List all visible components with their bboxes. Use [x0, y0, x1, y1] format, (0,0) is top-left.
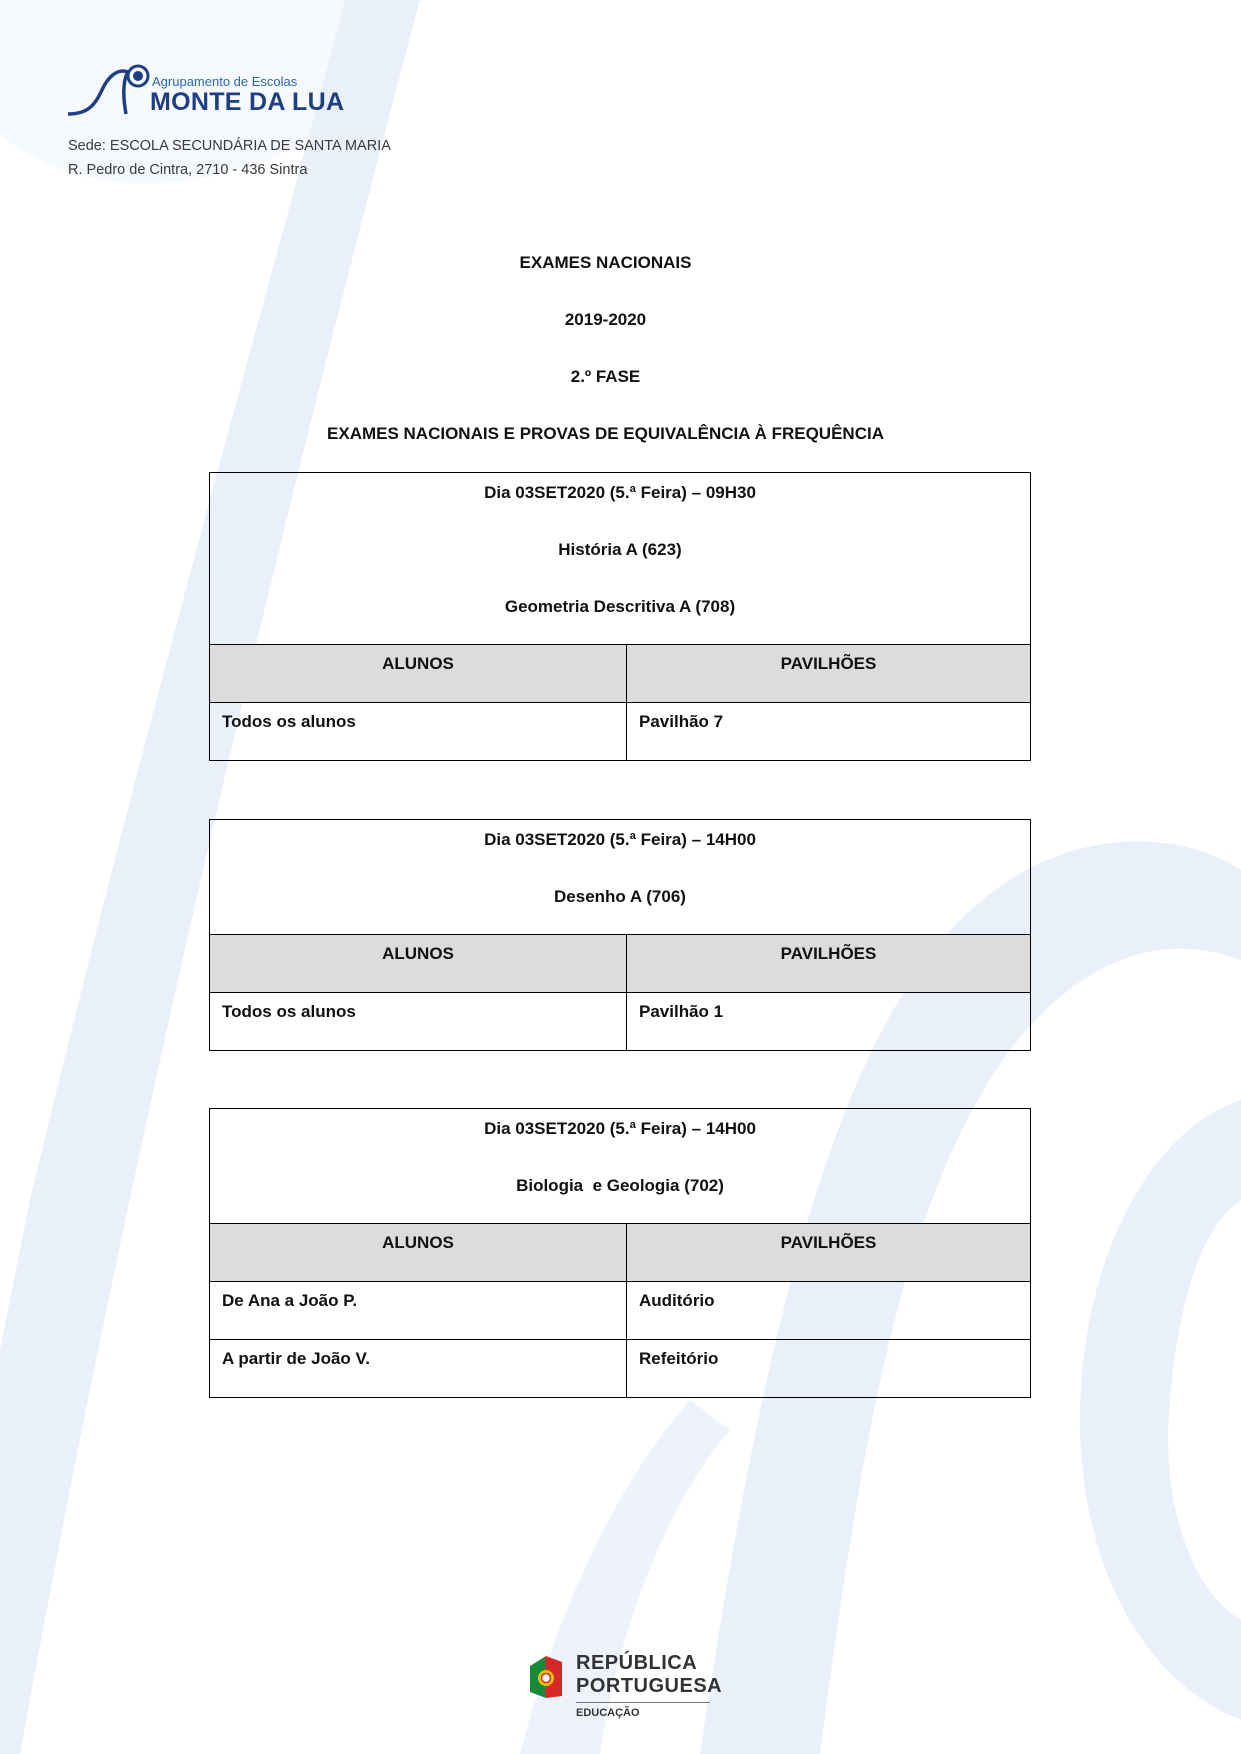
doc-phase: 2.º FASE [570, 367, 641, 386]
column-header-pavilions: PAVILHÕES [780, 944, 877, 963]
pavilion-cell: Refeitório [639, 1349, 719, 1368]
students-cell: Todos os alunos [222, 1002, 356, 1021]
exam-table-3 [209, 1108, 1031, 1398]
footer-line-1: REPÚBLICA [576, 1652, 698, 1674]
exam-subject: História A (623) [558, 540, 682, 559]
column-header-students: ALUNOS [382, 654, 454, 673]
students-cell: A partir de João V. [222, 1349, 371, 1368]
exam-subject: Biologia e Geologia (702) [516, 1176, 724, 1195]
pavilion-cell: Pavilhão 1 [639, 1002, 724, 1021]
students-cell: Todos os alunos [222, 712, 356, 731]
exam-date: Dia 03SET2020 (5.ª Feira) – 09H30 [484, 483, 756, 502]
pavilion-cell: Auditório [639, 1291, 715, 1310]
exam-header [210, 1109, 1030, 1223]
exam-date: Dia 03SET2020 (5.ª Feira) – 14H00 [484, 1119, 756, 1138]
exam-table-2 [209, 819, 1031, 1051]
sede-line: Sede: ESCOLA SECUNDÁRIA DE SANTA MARIA [68, 138, 391, 154]
doc-subtitle: EXAMES NACIONAIS E PROVAS DE EQUIVALÊNCIA À FREQUÊNCIA [327, 424, 884, 443]
pavilion-cell: Pavilhão 7 [639, 712, 724, 731]
table-row [210, 992, 1030, 1050]
exam-subject: Geometria Descritiva A (708) [504, 597, 736, 616]
table-row [210, 1339, 1030, 1397]
column-header-pavilions: PAVILHÕES [780, 1233, 877, 1252]
republica-portuguesa-logo [526, 1650, 726, 1725]
table-row [210, 702, 1030, 760]
portugal-flag-icon [526, 1652, 566, 1702]
table-header-row [210, 644, 1030, 702]
table-header-row [210, 934, 1030, 992]
logo-title: MONTE DA LUA [150, 88, 345, 116]
table-header-row [210, 1223, 1030, 1281]
exam-date: Dia 03SET2020 (5.ª Feira) – 14H00 [484, 830, 756, 849]
column-header-students: ALUNOS [382, 1233, 454, 1252]
exam-table-1 [209, 472, 1031, 761]
logo-subtitle: Agrupamento de Escolas [152, 74, 298, 89]
column-header-students: ALUNOS [382, 944, 454, 963]
exam-subject: Desenho A (706) [554, 887, 686, 906]
students-cell: De Ana a João P. [222, 1291, 358, 1310]
exam-header [210, 820, 1030, 934]
column-header-pavilions: PAVILHÕES [780, 654, 877, 673]
footer-line-3: EDUCAÇÃO [576, 1707, 640, 1719]
table-row [210, 1281, 1030, 1339]
address-line: R. Pedro de Cintra, 2710 - 436 Sintra [68, 162, 308, 178]
monte-da-lua-logo-icon [66, 62, 156, 122]
exam-header [210, 473, 1030, 644]
footer-line-2: PORTUGUESA [576, 1675, 723, 1697]
school-logo [66, 62, 396, 132]
footer-divider [576, 1702, 710, 1703]
school-address [68, 134, 391, 182]
doc-title: EXAMES NACIONAIS [519, 253, 692, 272]
doc-year: 2019-2020 [564, 310, 647, 329]
